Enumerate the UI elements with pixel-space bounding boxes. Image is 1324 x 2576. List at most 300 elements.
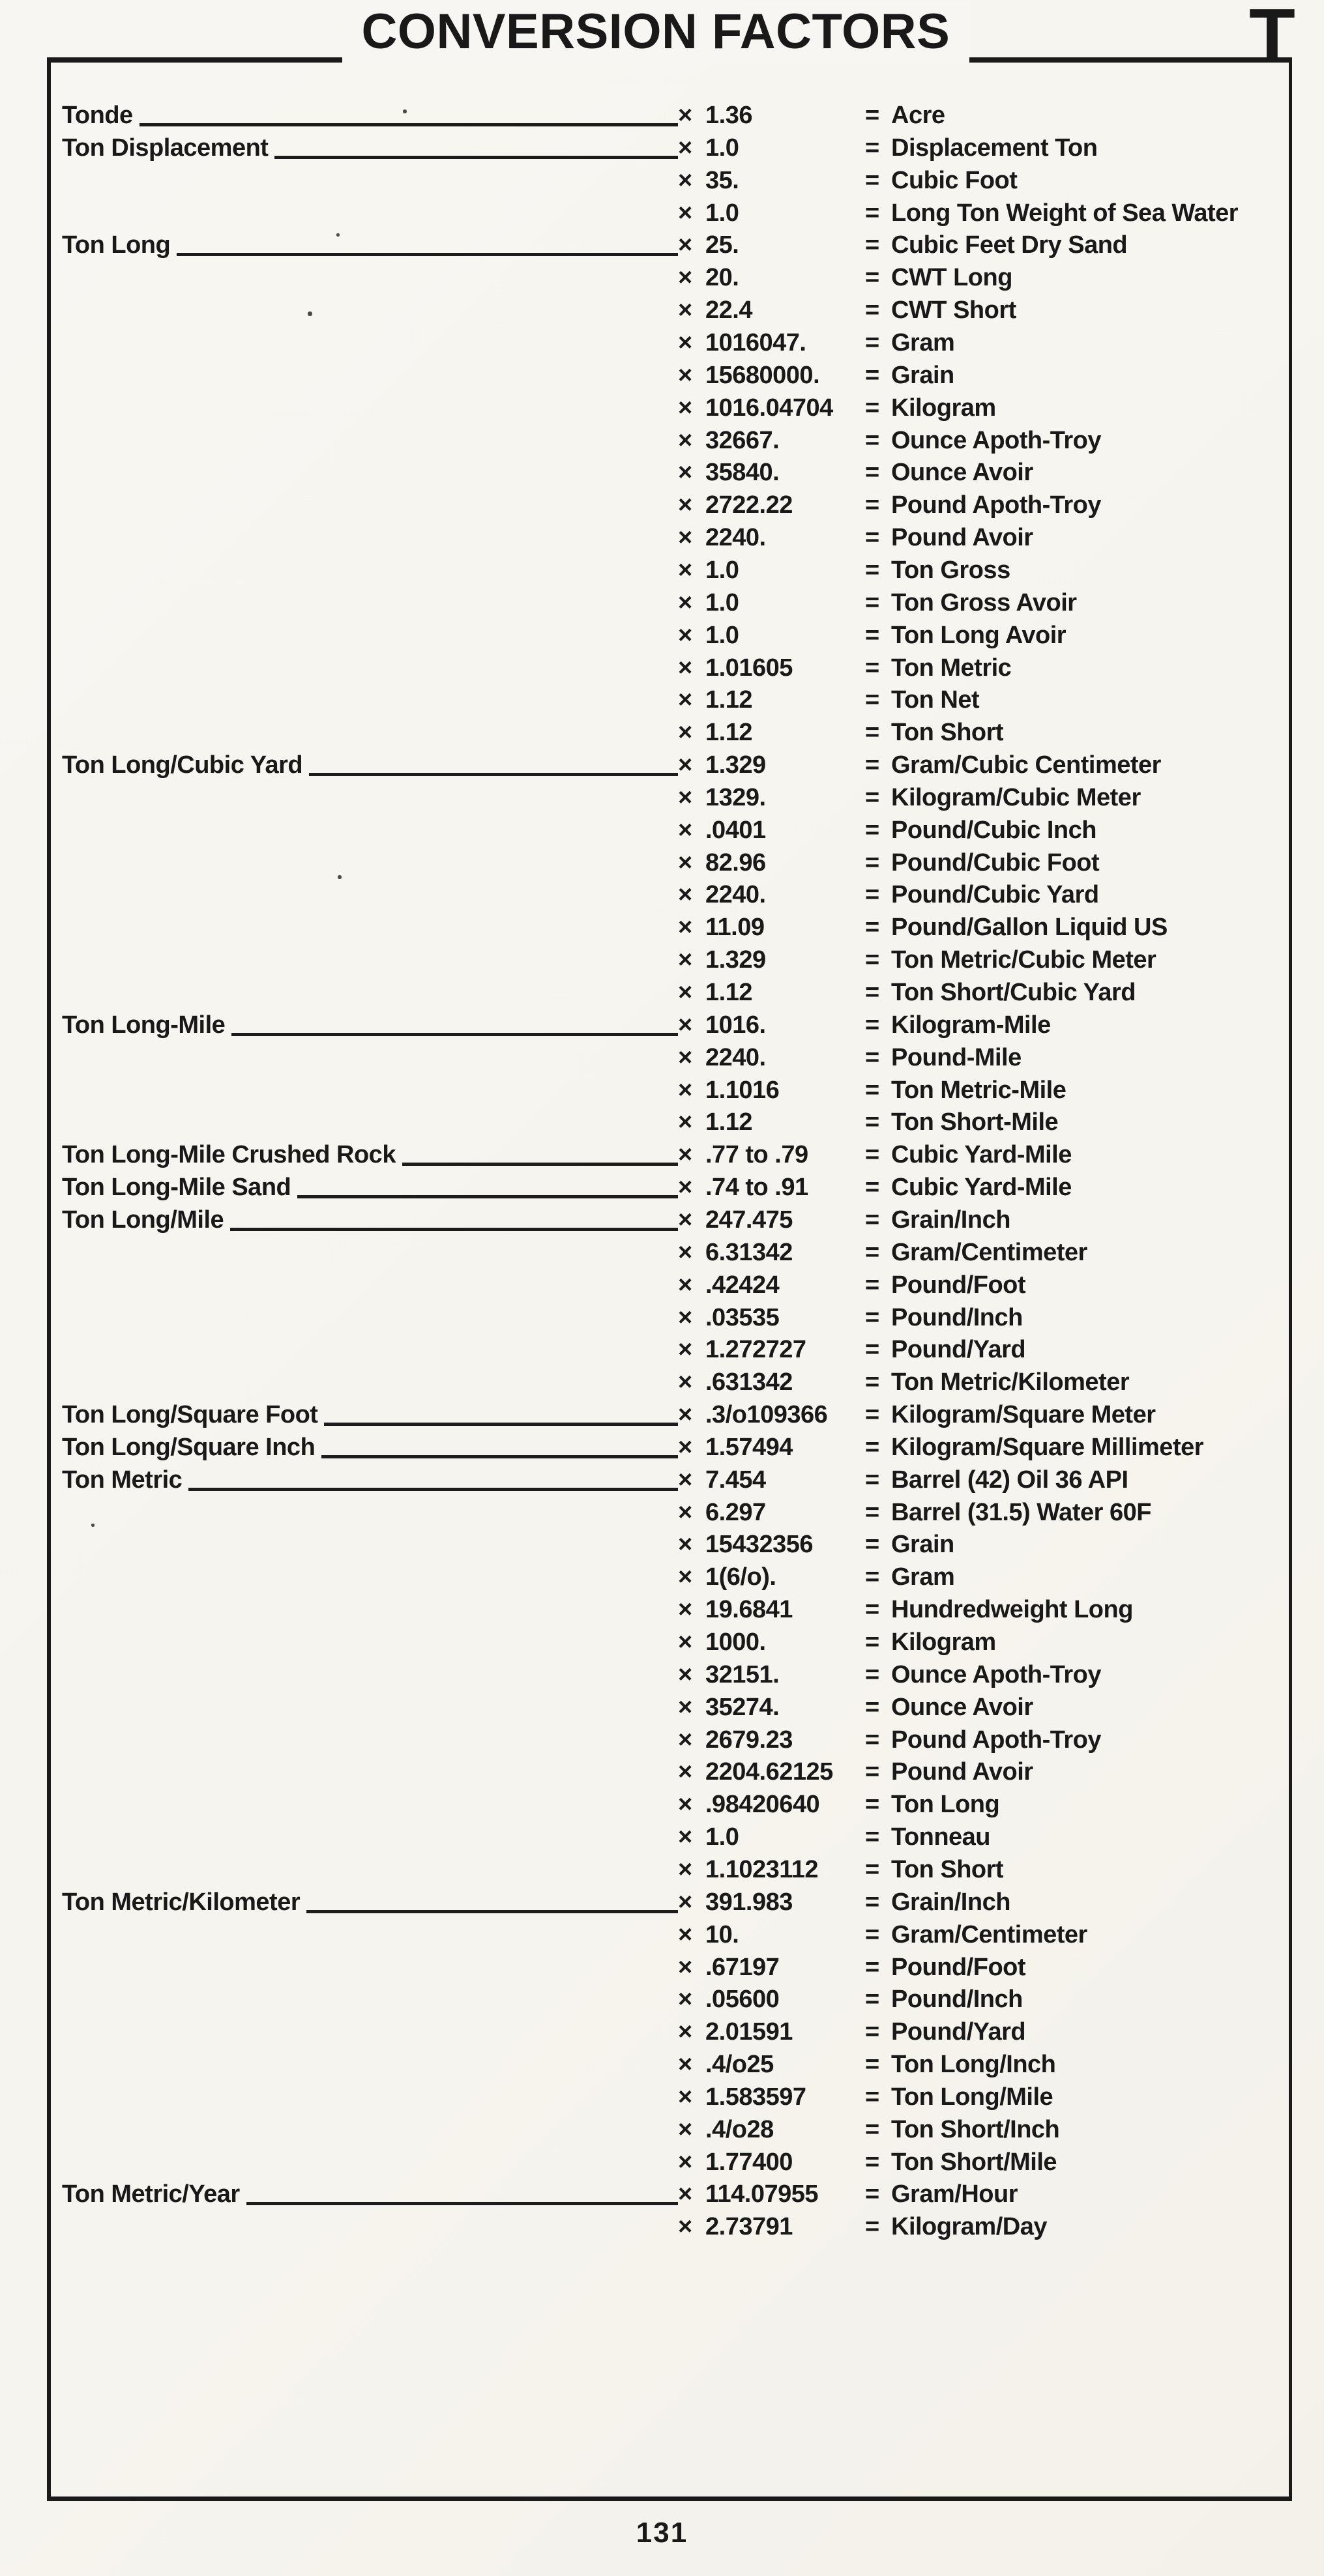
table-row (62, 2178, 1287, 2210)
multiply-sign: × (678, 848, 692, 876)
result-unit: Ton Metric (891, 654, 1012, 682)
factor-value: 1.12 (705, 1108, 752, 1136)
row-factor (678, 1918, 865, 1951)
factor-value: 1.12 (705, 686, 752, 714)
row-factor (678, 1983, 865, 2016)
factor-value: 35. (705, 166, 739, 194)
leader-line (321, 1455, 678, 1458)
equals-sign: = (865, 361, 879, 389)
equals-sign: = (865, 2018, 879, 2046)
multiply-sign: × (678, 1531, 692, 1559)
multiply-sign: × (678, 979, 692, 1006)
equals-sign: = (865, 1043, 879, 1071)
row-factor (678, 1724, 865, 1756)
result-unit: Grain/Inch (891, 1206, 1010, 1234)
result-unit: Barrel (42) Oil 36 API (891, 1466, 1128, 1494)
equals-sign: = (865, 1855, 879, 1883)
row-result (865, 1204, 1287, 1236)
equals-sign: = (865, 328, 879, 356)
equals-sign: = (865, 426, 879, 454)
factor-value: 22.4 (705, 297, 752, 325)
table-row (62, 1561, 1287, 1593)
multiply-sign: × (678, 588, 692, 616)
factor-value: 1(6/o). (705, 1563, 776, 1591)
row-label-cell (62, 2113, 678, 2146)
row-result (865, 1041, 1287, 1074)
equals-sign: = (865, 1563, 879, 1591)
factor-value: 1.57494 (705, 1433, 793, 1461)
multiply-sign: × (678, 1368, 692, 1397)
multiply-sign: × (678, 231, 692, 259)
row-label: Tonde (62, 102, 133, 129)
factor-value: 247.475 (705, 1206, 793, 1234)
equals-sign: = (865, 297, 879, 325)
row-result (865, 1951, 1287, 1984)
scan-speckle (336, 233, 340, 237)
factor-value: .67197 (705, 1953, 780, 1981)
table-row (62, 1788, 1287, 1821)
table-row (62, 197, 1287, 229)
equals-sign: = (865, 524, 879, 552)
table-row (62, 652, 1287, 684)
table-row (62, 261, 1287, 294)
multiply-sign: × (678, 1336, 692, 1364)
row-label-cell (62, 911, 678, 944)
table-row (62, 229, 1287, 261)
equals-sign: = (865, 2148, 879, 2176)
equals-sign: = (865, 1336, 879, 1364)
result-unit: Ton Gross (891, 556, 1010, 584)
row-factor (678, 1138, 865, 1171)
equals-sign: = (865, 1791, 879, 1819)
result-unit: Pound/Cubic Inch (891, 816, 1096, 844)
factor-value: 1.36 (705, 102, 752, 129)
equals-sign: = (865, 199, 879, 227)
row-factor (678, 1951, 865, 1984)
result-unit: Ton Gross Avoir (891, 588, 1077, 616)
row-label-cell (62, 781, 678, 814)
row-factor (678, 684, 865, 716)
leader-line (297, 1195, 678, 1198)
factor-value: 114.07955 (705, 2180, 819, 2208)
row-label-cell (62, 1236, 678, 1269)
multiply-sign: × (678, 1108, 692, 1136)
row-result (865, 1106, 1287, 1138)
equals-sign: = (865, 751, 879, 779)
row-factor (678, 2081, 865, 2113)
row-result (865, 1691, 1287, 1724)
result-unit: Ounce Avoir (891, 459, 1033, 487)
row-label-cell (62, 1918, 678, 1951)
row-label-cell (62, 164, 678, 197)
result-unit: Ounce Apoth-Troy (891, 1660, 1102, 1688)
row-result (865, 1269, 1287, 1301)
equals-sign: = (865, 1401, 879, 1428)
multiply-sign: × (678, 328, 692, 356)
row-result (865, 99, 1287, 132)
equals-sign: = (865, 1498, 879, 1526)
result-unit: Pound/Cubic Foot (891, 848, 1100, 876)
row-label-cell (62, 489, 678, 521)
equals-sign: = (865, 1466, 879, 1494)
row-label: Ton Long/Mile (62, 1206, 224, 1234)
multiply-sign: × (678, 1141, 692, 1169)
result-unit: Kilogram/Square Millimeter (891, 1433, 1204, 1461)
row-label-cell (62, 1853, 678, 1886)
row-result (865, 1496, 1287, 1529)
multiply-sign: × (678, 816, 692, 844)
section-letter-tab: T (1249, 0, 1295, 78)
row-factor (678, 1528, 865, 1561)
result-unit: Pound/Inch (891, 1986, 1023, 2014)
row-result (865, 164, 1287, 197)
multiply-sign: × (678, 1596, 692, 1624)
row-label-cell (62, 1041, 678, 1074)
row-result (865, 1138, 1287, 1171)
row-label-cell (62, 392, 678, 424)
factor-value: .631342 (705, 1368, 793, 1397)
row-factor (678, 1204, 865, 1236)
leader-line (230, 1228, 678, 1231)
equals-sign: = (865, 1596, 879, 1624)
multiply-sign: × (678, 1986, 692, 2014)
table-row (62, 99, 1287, 132)
table-row (62, 521, 1287, 554)
row-label: Ton Long (62, 231, 171, 259)
table-row (62, 1269, 1287, 1301)
row-factor (678, 197, 865, 229)
row-factor (678, 1269, 865, 1301)
equals-sign: = (865, 848, 879, 876)
equals-sign: = (865, 102, 879, 129)
multiply-sign: × (678, 1953, 692, 1981)
factor-value: 1.0 (705, 199, 739, 227)
row-result (865, 2210, 1287, 2243)
result-unit: Ton Short (891, 1855, 1004, 1883)
row-result (865, 1236, 1287, 1269)
leader-line (324, 1423, 678, 1426)
multiply-sign: × (678, 2018, 692, 2046)
row-label-cell (62, 1171, 678, 1204)
row-factor (678, 1658, 865, 1691)
factor-value: 11.09 (705, 914, 765, 942)
multiply-sign: × (678, 166, 692, 194)
multiply-sign: × (678, 2213, 692, 2241)
factor-value: .98420640 (705, 1791, 820, 1819)
row-factor (678, 229, 865, 261)
page-title: CONVERSION FACTORS (342, 1, 969, 63)
table-row (62, 554, 1287, 586)
row-label-cell (62, 197, 678, 229)
row-result (865, 1301, 1287, 1334)
table-row (62, 1528, 1287, 1561)
row-result (865, 1366, 1287, 1398)
row-factor (678, 1691, 865, 1724)
table-row (62, 944, 1287, 976)
row-result (865, 229, 1287, 261)
row-label-cell (62, 1138, 678, 1171)
factor-value: .74 to .91 (705, 1174, 808, 1201)
equals-sign: = (865, 166, 879, 194)
result-unit: Gram/Cubic Centimeter (891, 751, 1161, 779)
table-row (62, 976, 1287, 1009)
equals-sign: = (865, 2180, 879, 2208)
result-unit: Ounce Avoir (891, 1693, 1033, 1721)
factor-value: 15680000. (705, 361, 820, 389)
factor-value: 1.0 (705, 134, 739, 162)
table-row (62, 326, 1287, 359)
equals-sign: = (865, 1693, 879, 1721)
row-label-cell (62, 944, 678, 976)
multiply-sign: × (678, 426, 692, 454)
leader-line (188, 1488, 678, 1491)
multiply-sign: × (678, 783, 692, 811)
leader-line (402, 1163, 678, 1166)
row-factor (678, 1106, 865, 1138)
row-result (865, 1983, 1287, 2016)
result-unit: Pound/Cubic Yard (891, 881, 1099, 909)
row-label: Ton Long-Mile (62, 1011, 226, 1039)
row-label-cell (62, 1788, 678, 1821)
table-row (62, 359, 1287, 392)
equals-sign: = (865, 1660, 879, 1688)
table-row (62, 1398, 1287, 1431)
factor-value: 1.01605 (705, 654, 793, 682)
table-row (62, 294, 1287, 326)
equals-sign: = (865, 231, 879, 259)
row-label-cell (62, 2048, 678, 2081)
row-factor (678, 554, 865, 586)
table-row (62, 1301, 1287, 1334)
factor-value: 82.96 (705, 848, 766, 876)
factor-value: 1.272727 (705, 1336, 806, 1364)
row-result (865, 1593, 1287, 1626)
result-unit: Long Ton Weight of Sea Water (891, 199, 1239, 227)
leader-line (231, 1033, 678, 1036)
row-result (865, 424, 1287, 457)
table-row (62, 164, 1287, 197)
result-unit: Pound-Mile (891, 1043, 1022, 1071)
table-row (62, 132, 1287, 164)
result-unit: Kilogram/Day (891, 2213, 1047, 2241)
row-label-cell (62, 847, 678, 879)
row-result (865, 944, 1287, 976)
row-factor (678, 326, 865, 359)
row-label: Ton Metric/Kilometer (62, 1888, 301, 1916)
row-result (865, 1658, 1287, 1691)
row-result (865, 781, 1287, 814)
factor-value: 6.31342 (705, 1238, 793, 1266)
row-factor (678, 586, 865, 619)
equals-sign: = (865, 1141, 879, 1169)
table-row (62, 2210, 1287, 2243)
factor-value: .77 to .79 (705, 1141, 808, 1169)
leader-line (140, 123, 678, 126)
row-result (865, 132, 1287, 164)
table-row (62, 1138, 1287, 1171)
result-unit: Cubic Feet Dry Sand (891, 231, 1128, 259)
equals-sign: = (865, 2083, 879, 2111)
row-label: Ton Long/Square Foot (62, 1401, 318, 1428)
row-factor (678, 1074, 865, 1107)
row-result (865, 1431, 1287, 1464)
factor-value: 2679.23 (705, 1726, 793, 1754)
row-label-cell (62, 132, 678, 164)
multiply-sign: × (678, 1271, 692, 1299)
result-unit: Gram/Hour (891, 2180, 1018, 2208)
row-factor (678, 716, 865, 749)
table-row (62, 1074, 1287, 1107)
multiply-sign: × (678, 297, 692, 325)
row-factor (678, 781, 865, 814)
equals-sign: = (865, 1206, 879, 1234)
equals-sign: = (865, 1920, 879, 1948)
row-label-cell (62, 359, 678, 392)
result-unit: Cubic Foot (891, 166, 1018, 194)
table-row (62, 1236, 1287, 1269)
multiply-sign: × (678, 2148, 692, 2176)
multiply-sign: × (678, 2083, 692, 2111)
equals-sign: = (865, 719, 879, 747)
row-factor (678, 1464, 865, 1496)
multiply-sign: × (678, 2180, 692, 2208)
row-label-cell (62, 554, 678, 586)
row-factor (678, 1333, 865, 1366)
result-unit: Kilogram-Mile (891, 1011, 1051, 1039)
multiply-sign: × (678, 1563, 692, 1591)
row-label-cell (62, 1398, 678, 1431)
multiply-sign: × (678, 1206, 692, 1234)
row-result (865, 2146, 1287, 2178)
table-row (62, 1171, 1287, 1204)
equals-sign: = (865, 394, 879, 422)
row-result (865, 652, 1287, 684)
row-label-cell (62, 2178, 678, 2210)
row-result (865, 1821, 1287, 1853)
scan-speckle (403, 109, 407, 113)
row-result (865, 1756, 1287, 1788)
row-factor (678, 2210, 865, 2243)
equals-sign: = (865, 621, 879, 649)
row-factor (678, 619, 865, 652)
factor-value: 32151. (705, 1660, 780, 1688)
row-label-cell (62, 2016, 678, 2048)
table-row (62, 1593, 1287, 1626)
multiply-sign: × (678, 394, 692, 422)
equals-sign: = (865, 914, 879, 942)
row-result (865, 911, 1287, 944)
factor-value: 1.0 (705, 588, 739, 616)
table-row (62, 1918, 1287, 1951)
result-unit: Pound/Yard (891, 1336, 1026, 1364)
row-label-cell (62, 294, 678, 326)
row-label-cell (62, 2081, 678, 2113)
table-row (62, 2048, 1287, 2081)
row-label-cell (62, 99, 678, 132)
row-label: Ton Metric (62, 1466, 183, 1494)
multiply-sign: × (678, 1043, 692, 1071)
multiply-sign: × (678, 1498, 692, 1526)
factor-value: 2240. (705, 881, 766, 909)
row-label-cell (62, 684, 678, 716)
factor-value: .3/o109366 (705, 1401, 828, 1428)
row-label-cell (62, 1333, 678, 1366)
multiply-sign: × (678, 524, 692, 552)
multiply-sign: × (678, 134, 692, 162)
row-label-cell (62, 1528, 678, 1561)
row-result (865, 1464, 1287, 1496)
result-unit: Ton Long/Inch (891, 2051, 1056, 2078)
equals-sign: = (865, 1628, 879, 1656)
row-label-cell (62, 1106, 678, 1138)
factor-value: 1.0 (705, 1823, 739, 1851)
result-unit: Ton Net (891, 686, 980, 714)
row-factor (678, 99, 865, 132)
equals-sign: = (865, 459, 879, 487)
result-unit: CWT Long (891, 264, 1012, 292)
row-factor (678, 294, 865, 326)
factor-value: 2722.22 (705, 491, 793, 519)
equals-sign: = (865, 654, 879, 682)
result-unit: Tonneau (891, 1823, 991, 1851)
equals-sign: = (865, 1108, 879, 1136)
equals-sign: = (865, 556, 879, 584)
row-result (865, 2016, 1287, 2048)
table-row (62, 1366, 1287, 1398)
row-result (865, 684, 1287, 716)
row-factor (678, 1366, 865, 1398)
factor-value: 2204.62125 (705, 1758, 833, 1786)
row-result (865, 619, 1287, 652)
equals-sign: = (865, 1076, 879, 1104)
table-row (62, 814, 1287, 847)
multiply-sign: × (678, 361, 692, 389)
row-label-cell (62, 2210, 678, 2243)
factor-value: 10. (705, 1920, 739, 1948)
row-factor (678, 1886, 865, 1918)
row-label: Ton Displacement (62, 134, 269, 162)
factor-value: 1.12 (705, 979, 752, 1006)
factor-value: .03535 (705, 1303, 780, 1331)
table-row (62, 1431, 1287, 1464)
result-unit: Ton Long/Mile (891, 2083, 1053, 2111)
equals-sign: = (865, 686, 879, 714)
multiply-sign: × (678, 751, 692, 779)
row-label-cell (62, 521, 678, 554)
row-result (865, 197, 1287, 229)
row-factor (678, 1398, 865, 1431)
result-unit: Ton Short (891, 719, 1004, 747)
equals-sign: = (865, 1726, 879, 1754)
equals-sign: = (865, 2051, 879, 2078)
result-unit: Ton Short-Mile (891, 1108, 1059, 1136)
multiply-sign: × (678, 1823, 692, 1851)
result-unit: Barrel (31.5) Water 60F (891, 1498, 1151, 1526)
table-row (62, 716, 1287, 749)
table-row (62, 1009, 1287, 1041)
row-result (865, 2081, 1287, 2113)
leader-line (246, 2202, 678, 2205)
row-factor (678, 814, 865, 847)
result-unit: Pound/Yard (891, 2018, 1026, 2046)
result-unit: Ton Short/Inch (891, 2115, 1060, 2143)
factor-value: 1.0 (705, 556, 739, 584)
result-unit: Ton Short/Mile (891, 2148, 1057, 2176)
multiply-sign: × (678, 1401, 692, 1428)
table-row (62, 1756, 1287, 1788)
result-unit: Pound Apoth-Troy (891, 491, 1101, 519)
result-unit: Pound/Inch (891, 1303, 1023, 1331)
